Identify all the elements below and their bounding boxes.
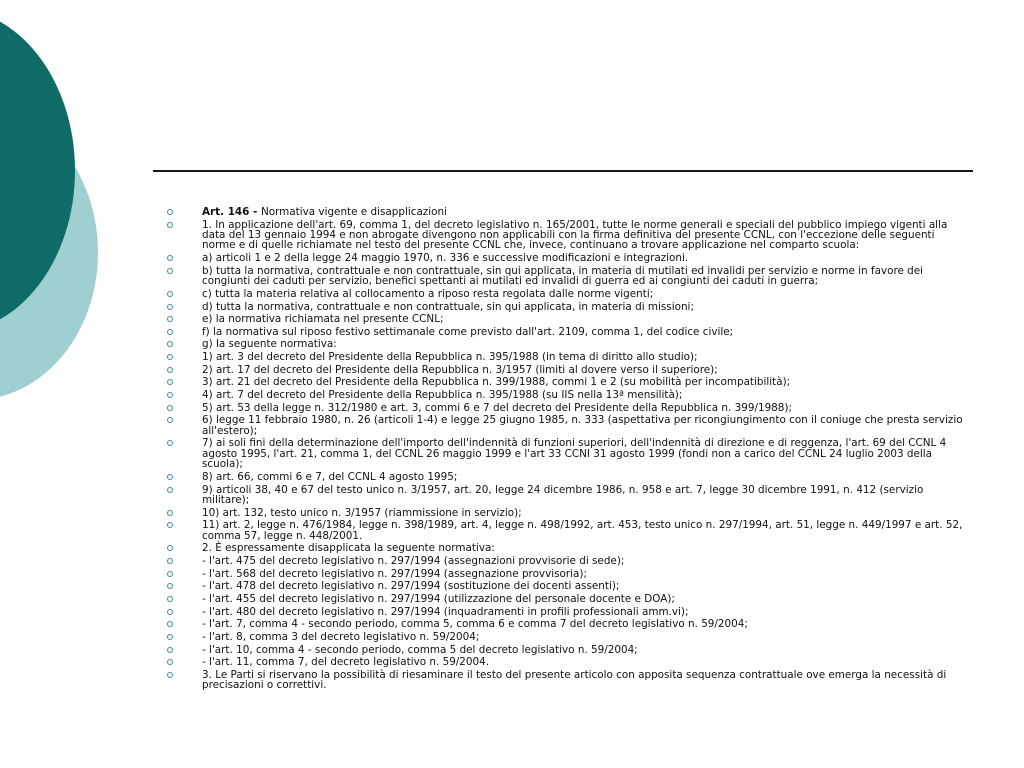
item-text: - l'art. 475 del decreto legislativo n. 297/1994 (assegnazioni provvisorie di sede); <box>202 555 625 568</box>
list-item <box>164 390 964 400</box>
item-text: 10) art. 132, testo unico n. 3/1957 (riammissione in servizio); <box>202 506 522 519</box>
circle-bullet-icon <box>167 304 173 310</box>
circle-bullet-icon <box>167 341 173 347</box>
article-heading: Art. 146 - <box>202 206 261 218</box>
list-item <box>164 485 964 506</box>
list-item <box>164 594 964 604</box>
slide-body <box>164 207 964 693</box>
item-text: 2. È espressamente disapplicata la seguente normativa: <box>202 542 495 555</box>
list-item <box>164 520 964 541</box>
item-text: e) la normativa richiamata nel presente CCNL; <box>202 313 444 326</box>
list-item <box>164 207 964 217</box>
circle-bullet-icon <box>167 621 173 627</box>
circle-bullet-icon <box>167 291 173 297</box>
circle-bullet-icon <box>167 255 173 261</box>
list-item <box>164 253 964 263</box>
item-text: 9) articoli 38, 40 e 67 del testo unico n. 3/1957, art. 20, legge 24 dicembre 1986, n. 958 e art. 7, legge 30 dicembre 1991, n. 412 (servizio militare); <box>202 483 924 506</box>
circle-bullet-icon <box>167 316 173 322</box>
list-item <box>164 403 964 413</box>
item-text: - l'art. 8, comma 3 del decreto legislativo n. 59/2004; <box>202 630 480 643</box>
list-item <box>164 569 964 579</box>
circle-bullet-icon <box>167 487 173 493</box>
item-text: d) tutta la normativa, contrattuale e non contrattuale, sin qui applicata, in materia di missioni; <box>202 300 694 313</box>
list-item <box>164 670 964 691</box>
list-item <box>164 543 964 553</box>
circle-bullet-icon <box>167 522 173 528</box>
circle-bullet-icon <box>167 672 173 678</box>
list-item <box>164 289 964 299</box>
list-item <box>164 645 964 655</box>
circle-bullet-icon <box>167 583 173 589</box>
item-text: f) la normativa sul riposo festivo settimanale come previsto dall'art. 2109, comma 1, del codice civile; <box>202 325 734 338</box>
bullet-list <box>164 207 964 691</box>
item-text: 1. In applicazione dell'art. 69, comma 1, del decreto legislativo n. 165/2001, tutte le norme generali e speciali del pubblico impiego vigenti alla data del 13 gennaio 1994 e non abrogate divengono non applicabili con la firma definitiva del presente CCNL, con l'eccezione delle seguenti norme e di quelle richiamate nel testo del presente CCNL che, invece, continuano a trovare applicazione nel comparto scuola: <box>202 218 948 252</box>
list-item <box>164 508 964 518</box>
list-item <box>164 377 964 387</box>
circle-bullet-icon <box>167 417 173 423</box>
list-item <box>164 581 964 591</box>
list-item <box>164 415 964 436</box>
item-text: 11) art. 2, legge n. 476/1984, legge n. 398/1989, art. 4, legge n. 498/1992, art. 453, testo unico n. 297/1994, art. 51, legge n. 449/1997 e art. 52, comma 57, legge n. 448/2001. <box>202 519 963 542</box>
circle-bullet-icon <box>167 558 173 564</box>
item-text: a) articoli 1 e 2 della legge 24 maggio 1970, n. 336 e successive modificazioni e integrazioni. <box>202 252 689 265</box>
circle-bullet-icon <box>167 571 173 577</box>
circle-bullet-icon <box>167 405 173 411</box>
circle-bullet-icon <box>167 354 173 360</box>
circle-bullet-icon <box>167 596 173 602</box>
list-item <box>164 302 964 312</box>
list-item <box>164 556 964 566</box>
circle-bullet-icon <box>167 545 173 551</box>
circle-bullet-icon <box>167 268 173 274</box>
item-text: 3. Le Parti si riservano la possibilità di riesaminare il testo del presente articolo con apposita sequenza contrattuale ove emerga la necessità di precisazioni o correttivi. <box>202 668 947 692</box>
item-text: Normativa vigente e disapplicazioni <box>260 206 447 218</box>
item-text: 1) art. 3 del decreto del Presidente della Repubblica n. 395/1988 (in tema di diritto allo studio); <box>202 351 698 364</box>
circle-bullet-icon <box>167 634 173 640</box>
circle-bullet-icon <box>167 392 173 398</box>
circle-bullet-icon <box>167 222 173 228</box>
item-text: - l'art. 7, comma 4 - secondo periodo, comma 5, comma 6 e comma 7 del decreto legislativo n. 59/2004; <box>202 618 748 631</box>
circle-bullet-icon <box>167 440 173 446</box>
circle-bullet-icon <box>167 209 173 215</box>
circle-bullet-icon <box>167 329 173 335</box>
item-text: 5) art. 53 della legge n. 312/1980 e art. 3, commi 6 e 7 del decreto del Presidente della Repubblica n. 399/1988); <box>202 401 792 414</box>
list-item <box>164 314 964 324</box>
title-divider <box>153 170 973 172</box>
circle-bullet-icon <box>167 379 173 385</box>
list-item <box>164 619 964 629</box>
item-text: - l'art. 11, comma 7, del decreto legislativo n. 59/2004. <box>202 656 490 669</box>
circle-bullet-icon <box>167 367 173 373</box>
list-item <box>164 220 964 251</box>
list-item <box>164 266 964 287</box>
list-item <box>164 339 964 349</box>
item-text: 6) legge 11 febbraio 1980, n. 26 (articoli 1-4) e legge 25 giugno 1985, n. 333 (aspettativa per ricongiungimento con il coniuge che presta servizio all'estero); <box>202 414 963 437</box>
item-text: - l'art. 478 del decreto legislativo n. 297/1994 (sostituzione dei docenti assenti); <box>202 580 620 593</box>
list-item <box>164 657 964 667</box>
circle-bullet-icon <box>167 609 173 615</box>
item-text: c) tutta la materia relativa al collocamento a riposo resta regolata dalle norme vigenti; <box>202 287 654 300</box>
item-text: g) la seguente normativa: <box>202 338 337 351</box>
item-text: 4) art. 7 del decreto del Presidente della Repubblica n. 395/1988 (su IIS nella 13ª mensilità); <box>202 389 683 402</box>
circle-bullet-icon <box>167 474 173 480</box>
list-item <box>164 365 964 375</box>
list-item <box>164 472 964 482</box>
item-text: - l'art. 455 del decreto legislativo n. 297/1994 (utilizzazione del personale docente e DOA); <box>202 593 675 605</box>
circle-bullet-icon <box>167 647 173 653</box>
item-text: 7) ai soli fini della determinazione dell'importo dell'indennità di funzioni superiori, dell'indennità di direzione e di reggenza, l'art. 69 del CCNL 4 agosto 1995, l'art. 21, comma 1, del CCNL 26 maggio 1999 e l'art 33 CCNI 31 agosto 1999 (fondi non a carico del CCNL 24 luglio 2003 della scuola); <box>202 437 947 471</box>
list-item <box>164 352 964 362</box>
item-text: - l'art. 480 del decreto legislativo n. 297/1994 (inquadramenti in profili professionali amm.vi); <box>202 605 689 618</box>
circle-bullet-icon <box>167 510 173 516</box>
item-text: - l'art. 10, comma 4 - secondo periodo, comma 5 del decreto legislativo n. 59/2004; <box>202 643 638 656</box>
item-text: 3) art. 21 del decreto del Presidente della Repubblica n. 399/1988, commi 1 e 2 (su mobilità per incompatibilità); <box>202 376 791 389</box>
circle-bullet-icon <box>167 659 173 665</box>
list-item <box>164 632 964 642</box>
item-text: b) tutta la normativa, contrattuale e non contrattuale, sin qui applicata, in materia di mutilati ed invalidi per servizio e norme in favore dei congiunti dei caduti per servizio, benefici spettanti ai mutilati ed invalidi di guerra ed ai congiunti dei caduti in guerra; <box>202 264 924 288</box>
list-item <box>164 327 964 337</box>
list-item <box>164 438 964 469</box>
item-text: 8) art. 66, commi 6 e 7, del CCNL 4 agosto 1995; <box>202 470 458 483</box>
item-text: 2) art. 17 del decreto del Presidente della Repubblica n. 3/1957 (limiti al dovere verso il superiore); <box>202 363 718 376</box>
list-item <box>164 607 964 617</box>
item-text: - l'art. 568 del decreto legislativo n. 297/1994 (assegnazione provvisoria); <box>202 567 587 580</box>
